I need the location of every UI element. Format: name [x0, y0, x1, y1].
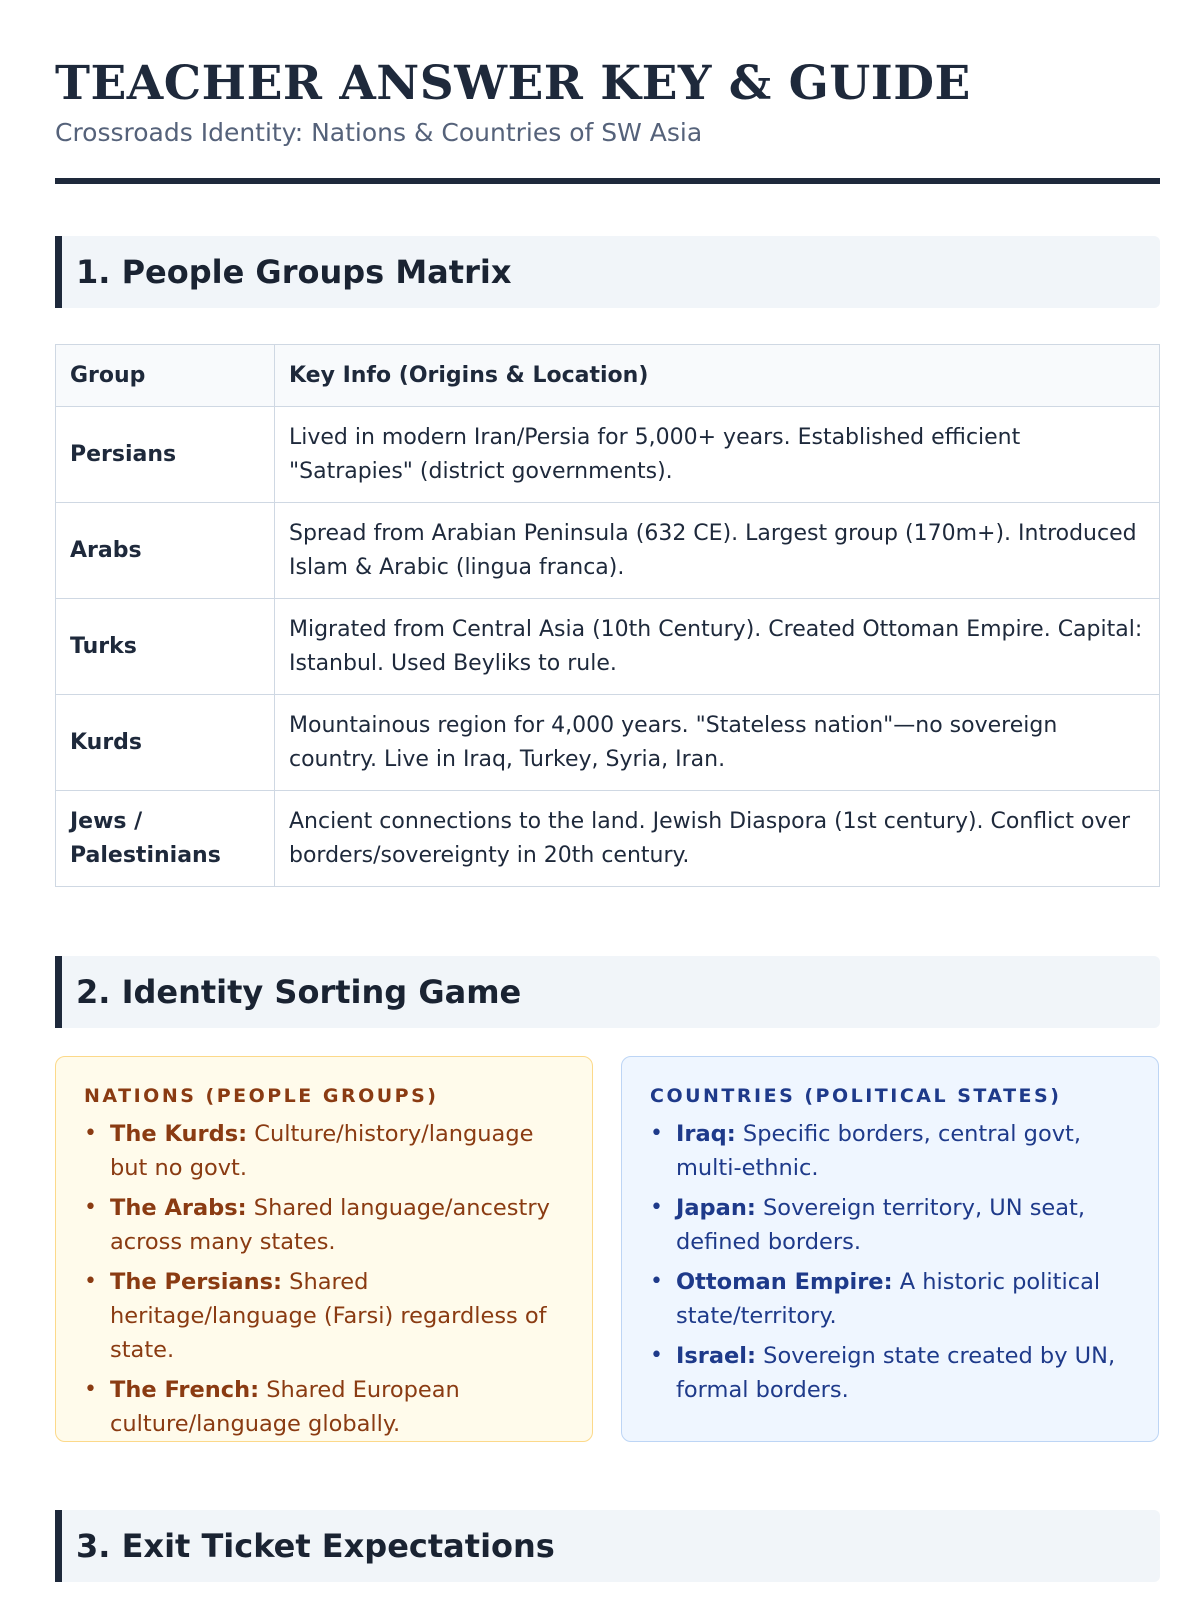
list-item-text: A historic political state/territory. — [676, 1269, 1101, 1329]
list-item-text: Sovereign state created by UN, formal borders. — [676, 1343, 1116, 1403]
list-item-term: Ottoman Empire: — [676, 1269, 893, 1295]
people-groups-table — [55, 344, 1160, 887]
list-item-text: Culture/history/language but no govt. — [110, 1121, 534, 1181]
bullet-icon: • — [84, 1269, 97, 1294]
nations-card-title: NATIONS (PEOPLE GROUPS) — [84, 1085, 439, 1107]
list-item — [84, 1265, 568, 1367]
list-item-term: The Kurds: — [110, 1121, 248, 1147]
list-item-term: Iraq: — [676, 1121, 736, 1147]
group-cell: Kurds — [56, 695, 275, 791]
table-row — [56, 503, 1160, 599]
info-cell: Spread from Arabian Peninsula (632 CE). Largest group (170m+). Introduced Islam & Arabic (lingua franca). — [275, 503, 1160, 599]
table-row — [56, 407, 1160, 503]
countries-card-title: COUNTRIES (POLITICAL STATES) — [650, 1085, 1062, 1107]
bullet-icon: • — [84, 1377, 97, 1402]
countries-card — [621, 1056, 1159, 1442]
list-item-term: Japan: — [676, 1195, 756, 1221]
section-heading-sorting: 2. Identity Sorting Game — [55, 956, 1160, 1028]
section-heading-matrix: 1. People Groups Matrix — [55, 236, 1160, 308]
page-title: TEACHER ANSWER KEY & GUIDE — [55, 56, 971, 111]
info-cell: Ancient connections to the land. Jewish Diaspora (1st century). Conflict over borders/sovereignty in 20th century. — [275, 791, 1160, 887]
list-item — [84, 1373, 568, 1441]
bullet-icon: • — [84, 1195, 97, 1220]
list-item — [84, 1117, 568, 1185]
list-item — [650, 1117, 1134, 1185]
list-item — [650, 1265, 1134, 1333]
bullet-icon: • — [650, 1121, 663, 1146]
info-cell: Lived in modern Iran/Persia for 5,000+ years. Established efficient "Satrapies" (district governments). — [275, 407, 1160, 503]
list-item-term: The French: — [110, 1377, 260, 1403]
list-item-text: Shared European culture/language globally. — [110, 1377, 460, 1437]
list-item-term: The Arabs: — [110, 1195, 247, 1221]
table-row — [56, 695, 1160, 791]
bullet-icon: • — [650, 1343, 663, 1368]
table-header-row — [56, 345, 1160, 407]
list-item-text: Shared heritage/language (Farsi) regardless of state. — [110, 1269, 547, 1363]
info-cell: Mountainous region for 4,000 years. "Stateless nation"—no sovereign country. Live in Iraq, Turkey, Syria, Iran. — [275, 695, 1160, 791]
nations-card — [55, 1056, 593, 1442]
column-header-group: Group — [56, 345, 275, 407]
list-item-text: Shared language/ancestry across many states. — [110, 1195, 550, 1255]
list-item — [84, 1191, 568, 1259]
bullet-icon: • — [650, 1195, 663, 1220]
table-row — [56, 791, 1160, 887]
group-cell: Arabs — [56, 503, 275, 599]
group-cell: Jews / Palestinians — [56, 791, 275, 887]
countries-list — [650, 1117, 1134, 1407]
column-header-key-info: Key Info (Origins & Location) — [275, 345, 1160, 407]
list-item-term: The Persians: — [110, 1269, 283, 1295]
nations-list — [84, 1117, 568, 1441]
bullet-icon: • — [650, 1269, 663, 1294]
list-item-text: Sovereign territory, UN seat, defined borders. — [676, 1195, 1086, 1255]
group-cell: Turks — [56, 599, 275, 695]
bullet-icon: • — [84, 1121, 97, 1146]
page-subtitle: Crossroads Identity: Nations & Countries of SW Asia — [55, 118, 703, 147]
list-item — [650, 1191, 1134, 1259]
list-item — [650, 1339, 1134, 1407]
info-cell: Migrated from Central Asia (10th Century). Created Ottoman Empire. Capital: Istanbul. Used Beyliks to rule. — [275, 599, 1160, 695]
group-cell: Persians — [56, 407, 275, 503]
document-header — [55, 0, 1160, 184]
answer-key-page — [55, 0, 1160, 1565]
list-item-text: Specific borders, central govt, multi-ethnic. — [676, 1121, 1082, 1181]
section-heading-exit-ticket: 3. Exit Ticket Expectations — [55, 1510, 1160, 1582]
table-row — [56, 599, 1160, 695]
list-item-term: Israel: — [676, 1343, 757, 1369]
